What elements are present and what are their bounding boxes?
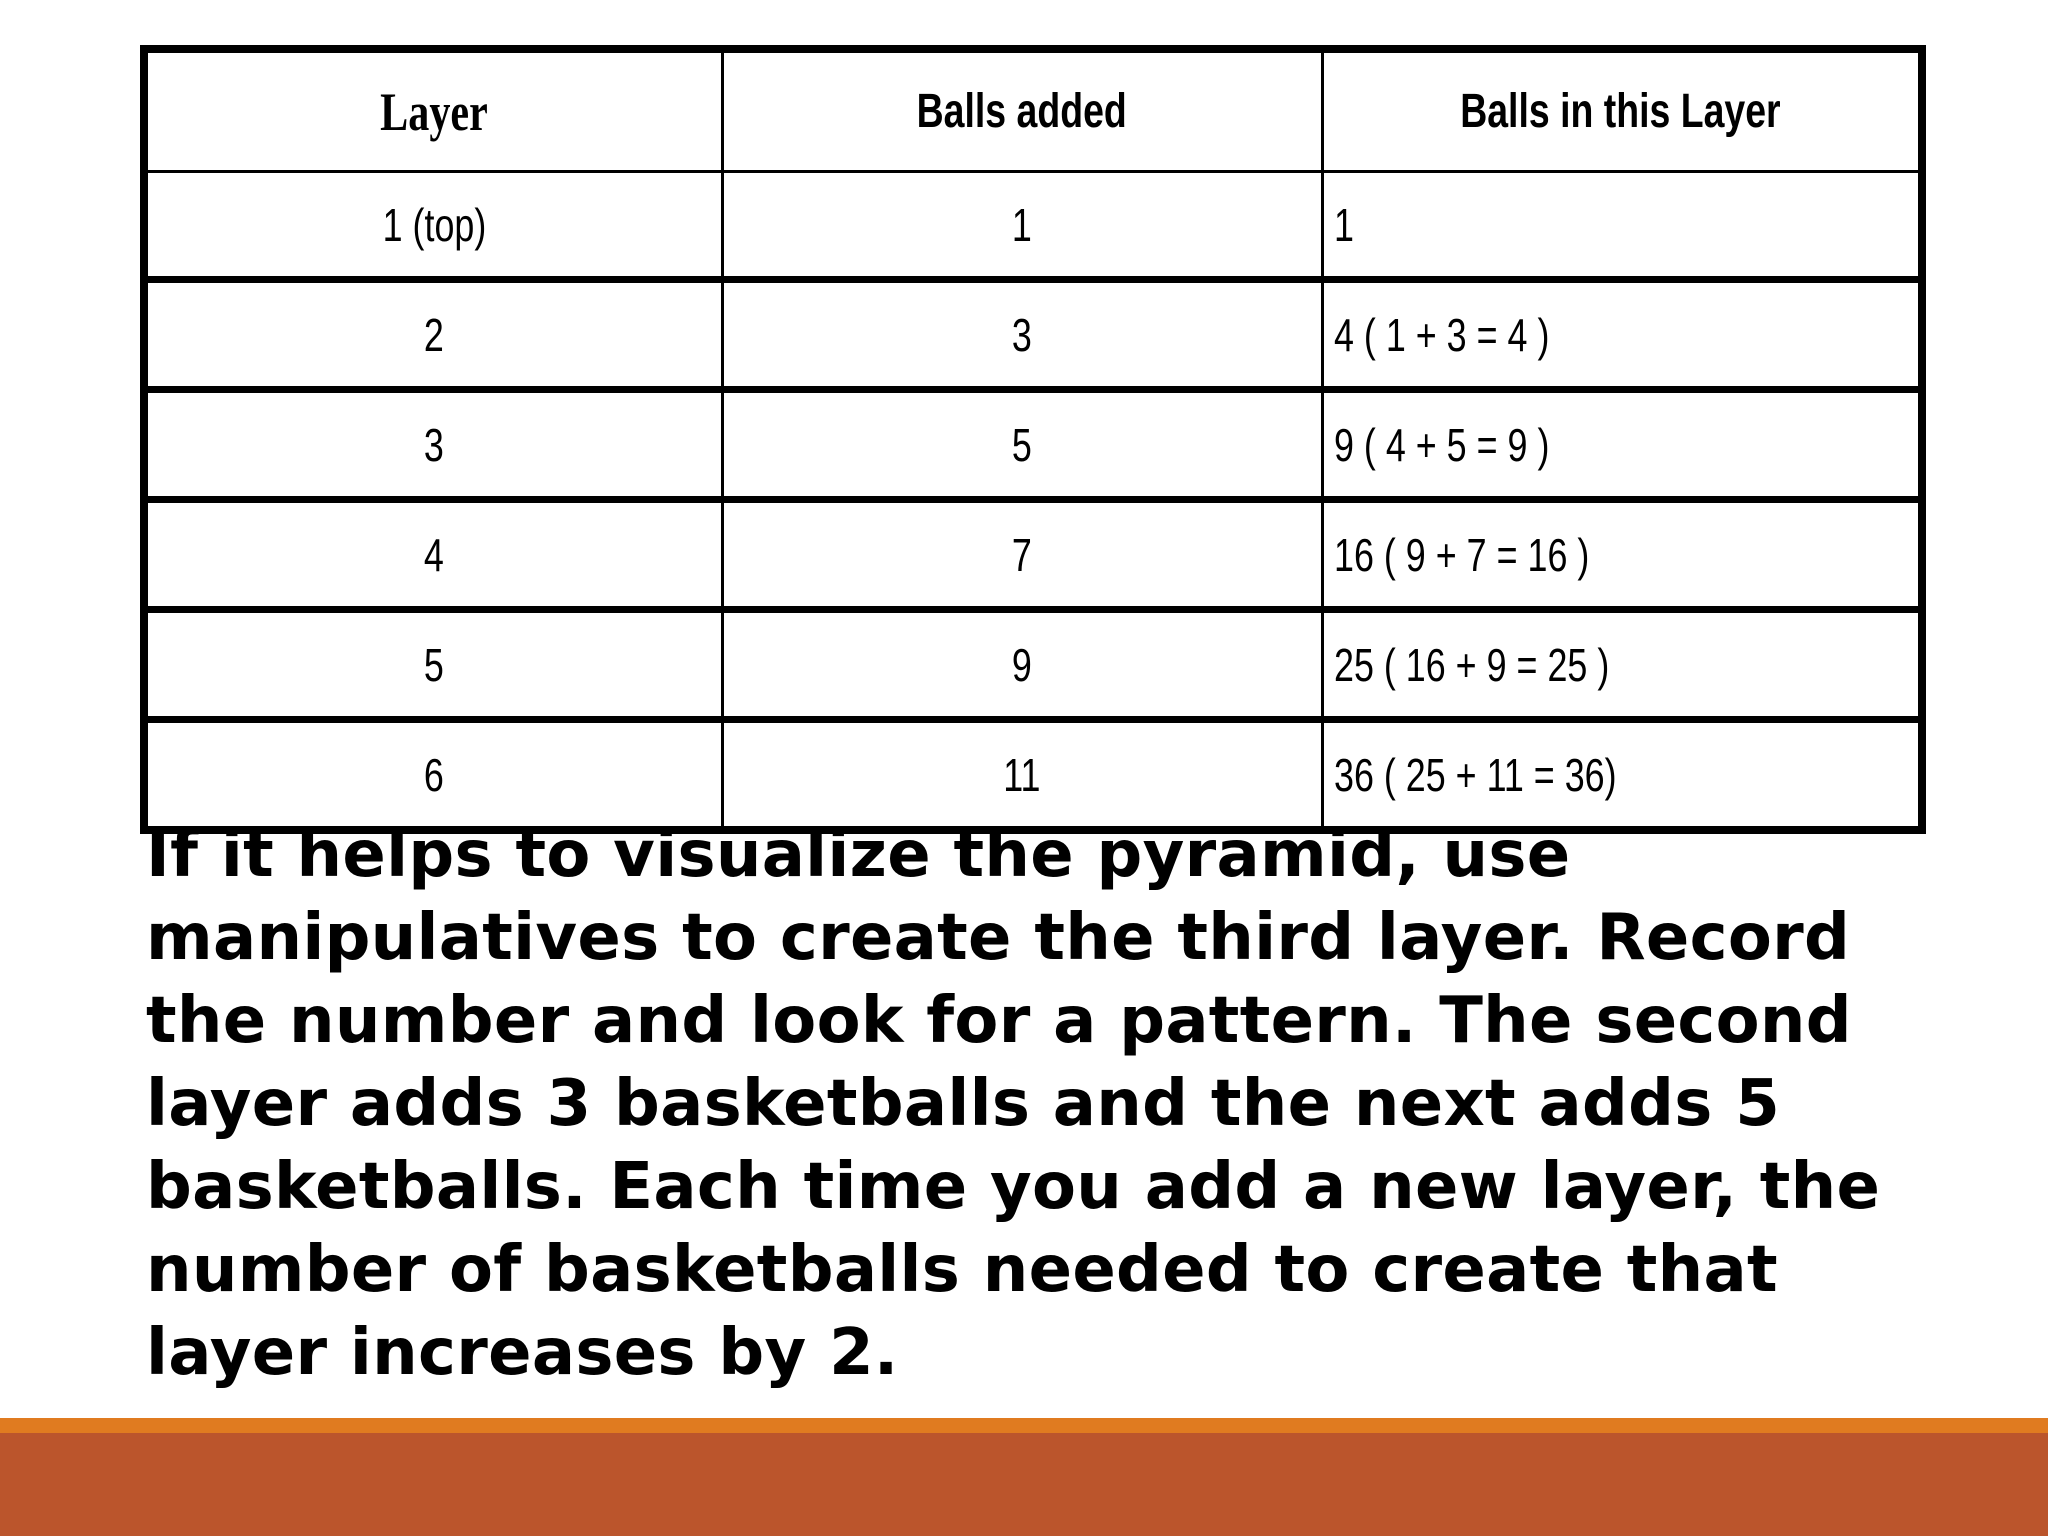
cell-layer: 3	[144, 390, 722, 500]
cell-balls-in-layer: 1	[1322, 172, 1922, 280]
cell-balls-added: 7	[722, 500, 1322, 610]
table-row	[144, 280, 1922, 390]
table-row	[144, 610, 1922, 720]
accent-bar	[0, 1418, 2048, 1433]
cell-balls-in-layer: 36 ( 25 + 11 = 36)	[1322, 720, 1922, 831]
header-balls-added: Balls added	[722, 49, 1322, 172]
cell-layer: 6	[144, 720, 722, 831]
cell-layer: 2	[144, 280, 722, 390]
cell-balls-in-layer: 9 ( 4 + 5 = 9 )	[1322, 390, 1922, 500]
table-row	[144, 172, 1922, 280]
layers-table	[140, 45, 1926, 834]
cell-balls-added: 3	[722, 280, 1322, 390]
cell-balls-added: 1	[722, 172, 1322, 280]
cell-layer: 5	[144, 610, 722, 720]
table-row	[144, 500, 1922, 610]
cell-layer: 4	[144, 500, 722, 610]
table-row	[144, 390, 1922, 500]
explanation-paragraph: If it helps to visualize the pyramid, use manipulatives to create the third layer. Record the number and look for a pattern. The second layer adds 3 basketballs and the next adds 5 basketballs. Each time you add a new layer, the number of basketballs needed to create that layer increases by 2.	[146, 818, 1881, 1390]
cell-layer: 1 (top)	[144, 172, 722, 280]
cell-balls-in-layer: 25 ( 16 + 9 = 25 )	[1322, 610, 1922, 720]
cell-balls-added: 5	[722, 390, 1322, 500]
header-layer: Layer	[144, 49, 722, 172]
header-balls-in-layer: Balls in this Layer	[1322, 49, 1922, 172]
cell-balls-in-layer: 16 ( 9 + 7 = 16 )	[1322, 500, 1922, 610]
cell-balls-added: 11	[722, 720, 1322, 831]
table-header-row	[144, 49, 1922, 172]
cell-balls-in-layer: 4 ( 1 + 3 = 4 )	[1322, 280, 1922, 390]
cell-balls-added: 9	[722, 610, 1322, 720]
footer-bar	[0, 1433, 2048, 1536]
